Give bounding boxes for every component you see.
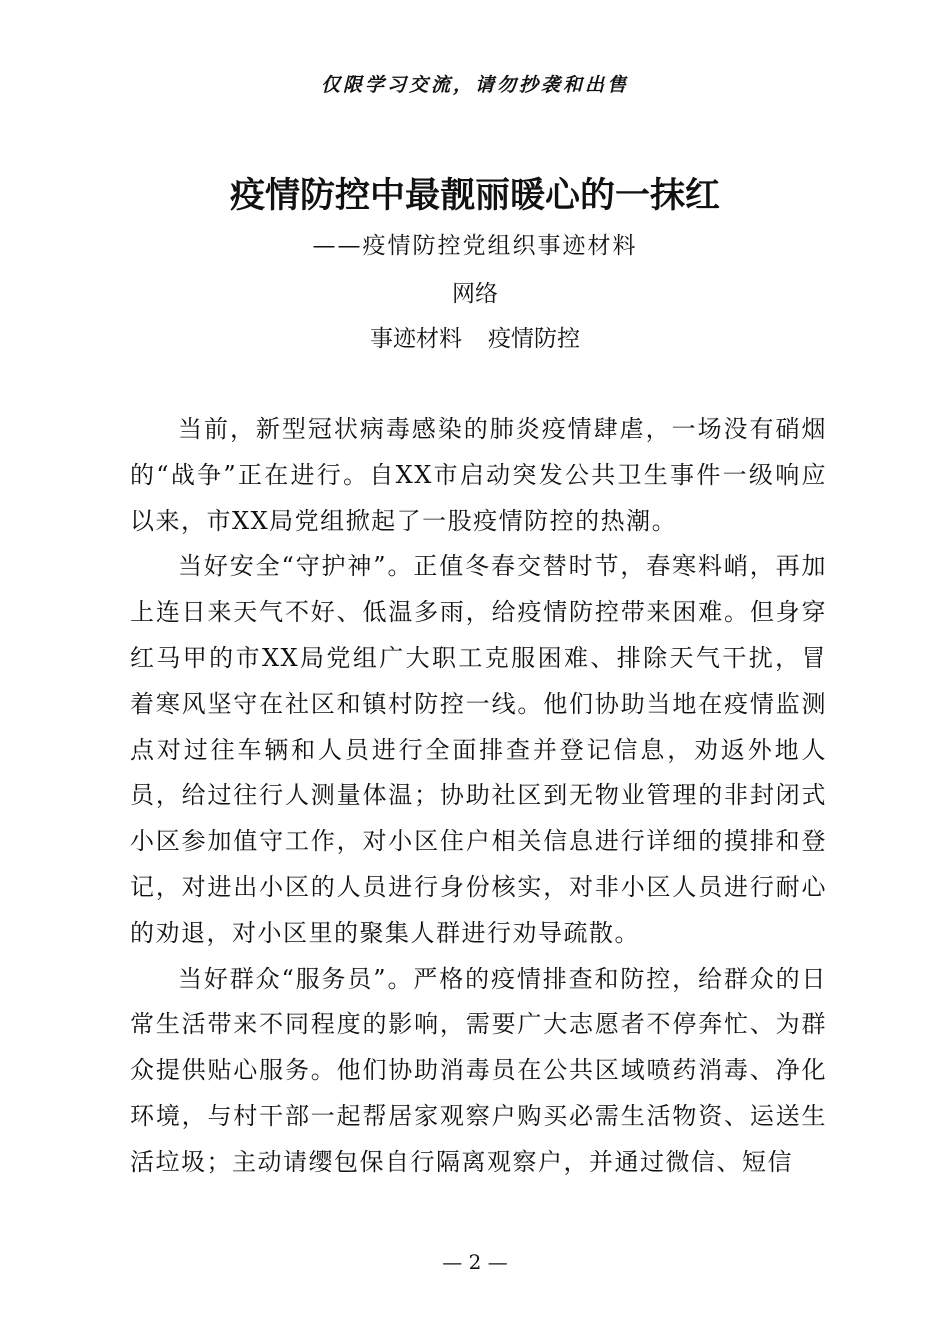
- document-body: [130, 407, 827, 1186]
- paragraph: 当好群众“服务员”。严格的疫情排查和防控，给群众的日常生活带来不同程度的影响，需要广大志愿者不停奔忙、为群众提供贴心服务。他们协助消毒员在公共区域喷药消毒、净化环境，与村干部一起帮居家观察户购买必需生活物资、运送生活垃圾；主动请缨包保自行隔离观察户，并通过微信、短信: [130, 964, 827, 1176]
- keyword: 事迹材料: [370, 326, 462, 352]
- document-keywords: [0, 320, 950, 353]
- header-note: 仅限学习交流，请勿抄袭和出售: [320, 74, 629, 96]
- document-subtitle: ——疫情防控党组织事迹材料: [312, 233, 638, 259]
- paragraph: 当好安全“守护神”。正值冬春交替时节，春寒料峭，再加上连日来天气不好、低温多雨，给疫情防控带来困难。但身穿红马甲的市XX局党组广大职工克服困难、排除天气干扰，冒着寒风坚守在社区和镇村防控一线。他们协助当地在疫情监测点对过往车辆和人员进行全面排查并登记信息，劝返外地人员，给过往行人测量体温；协助社区到无物业管理的非封闭式小区参加值守工作，对小区住户相关信息进行详细的摸排和登记，对进出小区的人员进行身份核实，对非小区人员进行耐心的劝退，对小区里的聚集人群进行劝导疏散。: [130, 552, 827, 947]
- document-source: 网络: [452, 281, 498, 307]
- document-title: 疫情防控中最靓丽暖心的一抹红: [229, 175, 720, 216]
- page-number: — 2 —: [442, 1250, 508, 1274]
- paragraph: 当前，新型冠状病毒感染的肺炎疫情肆虐，一场没有硝烟的“战争”正在进行。自XX市启动突发公共卫生事件一级响应以来，市XX局党组掀起了一股疫情防控的热潮。: [130, 415, 827, 535]
- keyword: 疫情防控: [488, 326, 580, 352]
